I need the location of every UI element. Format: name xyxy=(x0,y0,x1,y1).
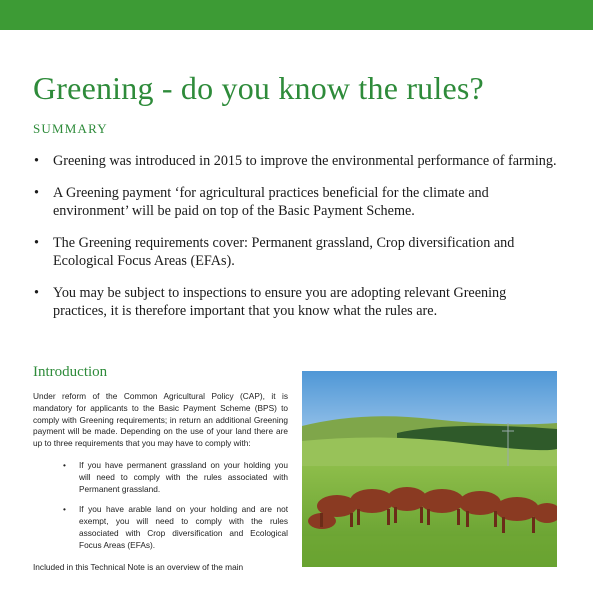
cattle-field-image xyxy=(302,371,557,567)
page-title: Greening - do you know the rules? xyxy=(33,70,484,106)
summary-heading: SUMMARY xyxy=(33,121,108,136)
requirement-text: If you have permanent grassland on your holding you will need to comply with the rules associated with Permanent grassland. xyxy=(79,459,288,494)
introduction-heading: Introduction xyxy=(33,364,108,380)
summary-item-text: The Greening requirements cover: Permanent grassland, Crop diversification and Ecological Focus Areas (EFAs). xyxy=(53,235,515,269)
bullet-icon: • xyxy=(34,153,39,169)
banner-divider xyxy=(0,30,593,32)
summary-item-text: You may be subject to inspections to ensure you are adopting relevant Greening practices, it is therefore important that you know what the rules are. xyxy=(53,285,507,319)
summary-item xyxy=(33,152,563,170)
requirement-text: If you have arable land on your holding and are not exempt, you will need to comply with the rules associated with Crop diversification and Ecological Focus Areas (EFAs). xyxy=(79,504,288,550)
summary-item xyxy=(33,234,563,270)
summary-item-text: A Greening payment ‘for agricultural practices beneficial for the climate and environment’ will be paid on top of the Basic Payment Scheme. xyxy=(53,185,489,219)
bullet-icon: • xyxy=(63,504,66,515)
bullet-icon: • xyxy=(63,459,66,470)
bullet-icon: • xyxy=(34,185,39,201)
top-banner xyxy=(0,0,593,30)
requirements-list xyxy=(33,460,288,552)
introduction-paragraph: Under reform of the Common Agricultural Policy (CAP), it is mandatory for applicants to the Basic Payment Scheme (BPS) to comply with Greening requirements; in return an additional Greening payment will be made. Depending on the use of your land there are up to three requirements that you may have to comply with: xyxy=(33,391,288,449)
requirement-item xyxy=(63,504,288,551)
summary-list xyxy=(33,152,563,334)
bullet-icon: • xyxy=(34,285,39,301)
summary-item-text: Greening was introduced in 2015 to improve the environmental performance of farming. xyxy=(53,153,557,169)
bullet-icon: • xyxy=(34,235,39,251)
introduction-body xyxy=(33,391,288,573)
requirement-item xyxy=(63,460,288,495)
cattle-photo xyxy=(302,371,557,567)
overview-paragraph: Included in this Technical Note is an overview of the main xyxy=(33,561,244,572)
summary-item xyxy=(33,184,563,220)
summary-item xyxy=(33,284,563,320)
